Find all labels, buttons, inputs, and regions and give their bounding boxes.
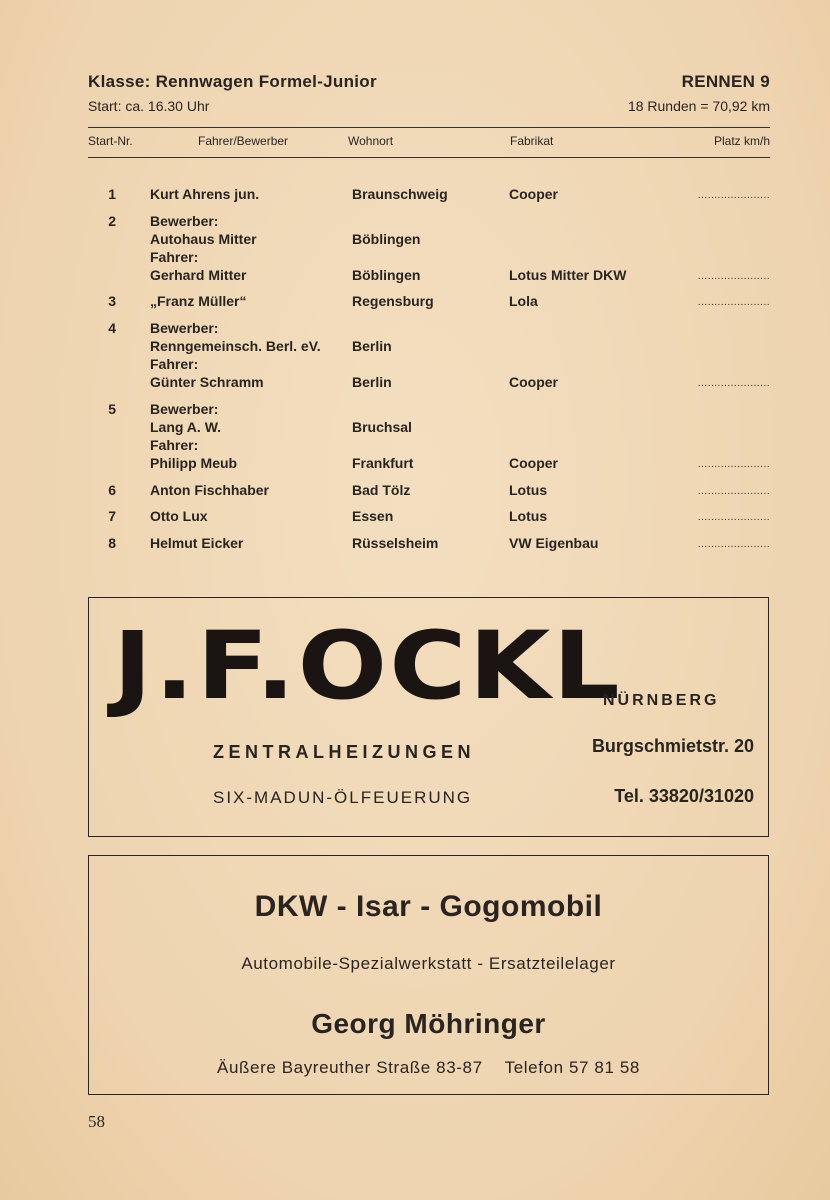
class-title: Klasse: Rennwagen Formel-Junior: [88, 72, 377, 91]
page-number: 58: [88, 1112, 105, 1131]
result-blank: ......................: [697, 271, 770, 282]
table-row: 7 Otto Lux Essen Lotus ......................: [108, 508, 770, 524]
table-row: Lang A. W. Bruchsal: [150, 419, 412, 435]
race-header: [88, 72, 770, 114]
table-row: Fahrer:: [150, 356, 199, 372]
result-blank: ......................: [697, 486, 770, 497]
table-row: Renngemeinsch. Berl. eV. Berlin: [150, 338, 392, 354]
ockl-logo: J.F.OCKL: [113, 612, 622, 721]
table-row: 4 Bewerber:: [108, 320, 219, 336]
ockl-business: ZENTRALHEIZUNGEN: [213, 742, 475, 762]
result-blank: ......................: [697, 459, 770, 470]
ockl-address: Burgschmietstr. 20: [591, 736, 754, 756]
result-blank: ......................: [697, 297, 770, 308]
company-name: Georg Möhringer: [311, 1008, 546, 1039]
table-row: 2 Bewerber:: [108, 213, 219, 229]
col-start-nr: Start-Nr.: [88, 134, 133, 148]
start-time: Start: ca. 16.30 Uhr: [88, 98, 210, 114]
table-row: 5 Bewerber:: [108, 401, 219, 417]
brands-headline: DKW - Isar - Gogomobil: [254, 890, 603, 923]
result-blank: ......................: [697, 512, 770, 523]
ockl-phone: Tel. 33820/31020: [614, 786, 754, 806]
company-contact: [89, 1058, 768, 1078]
table-row: Fahrer:: [150, 249, 199, 265]
ockl-city: NÜRNBERG: [603, 692, 720, 709]
workshop-description: Automobile-Spezialwerkstatt - Ersatzteilelager: [241, 954, 616, 973]
table-row: Autohaus Mitter Böblingen: [150, 231, 421, 247]
table-row: Gerhard Mitter Böblingen Lotus Mitter DKW ......................: [150, 267, 770, 283]
moehringer-advertisement: [88, 855, 769, 1095]
table-row: Fahrer:: [150, 437, 199, 453]
table-row: Philipp Meub Frankfurt Cooper ......................: [150, 455, 770, 471]
divider: [88, 127, 770, 128]
result-blank: ......................: [697, 190, 770, 201]
divider: [88, 157, 770, 158]
ockl-advertisement: [88, 597, 769, 837]
table-row: 6 Anton Fischhaber Bad Tölz Lotus ......................: [108, 482, 770, 498]
company-address: Äußere Bayreuther Straße 83-87: [217, 1058, 483, 1077]
race-number: RENNEN 9: [681, 72, 770, 91]
race-distance: 18 Runden = 70,92 km: [627, 98, 770, 114]
company-phone: Telefon 57 81 58: [504, 1058, 640, 1077]
table-row: 8 Helmut Eicker Rüsselsheim VW Eigenbau ......................: [108, 535, 770, 551]
result-blank: ......................: [697, 539, 770, 550]
table-row: 1 Kurt Ahrens jun. Braunschweig Cooper ......................: [108, 186, 770, 202]
col-make: Fabrikat: [510, 134, 554, 148]
table-row: 3 „Franz Müller“ Regensburg Lola ......................: [108, 293, 770, 309]
table-row: Günter Schramm Berlin Cooper ......................: [150, 374, 770, 390]
col-driver: Fahrer/Bewerber: [198, 134, 289, 148]
col-place-speed: Platz km/h: [713, 134, 770, 148]
ockl-product: SIX-MADUN-ÖLFEUERUNG: [213, 788, 473, 807]
result-blank: ......................: [697, 378, 770, 389]
col-city: Wohnort: [348, 134, 394, 148]
column-headers: [88, 134, 770, 152]
